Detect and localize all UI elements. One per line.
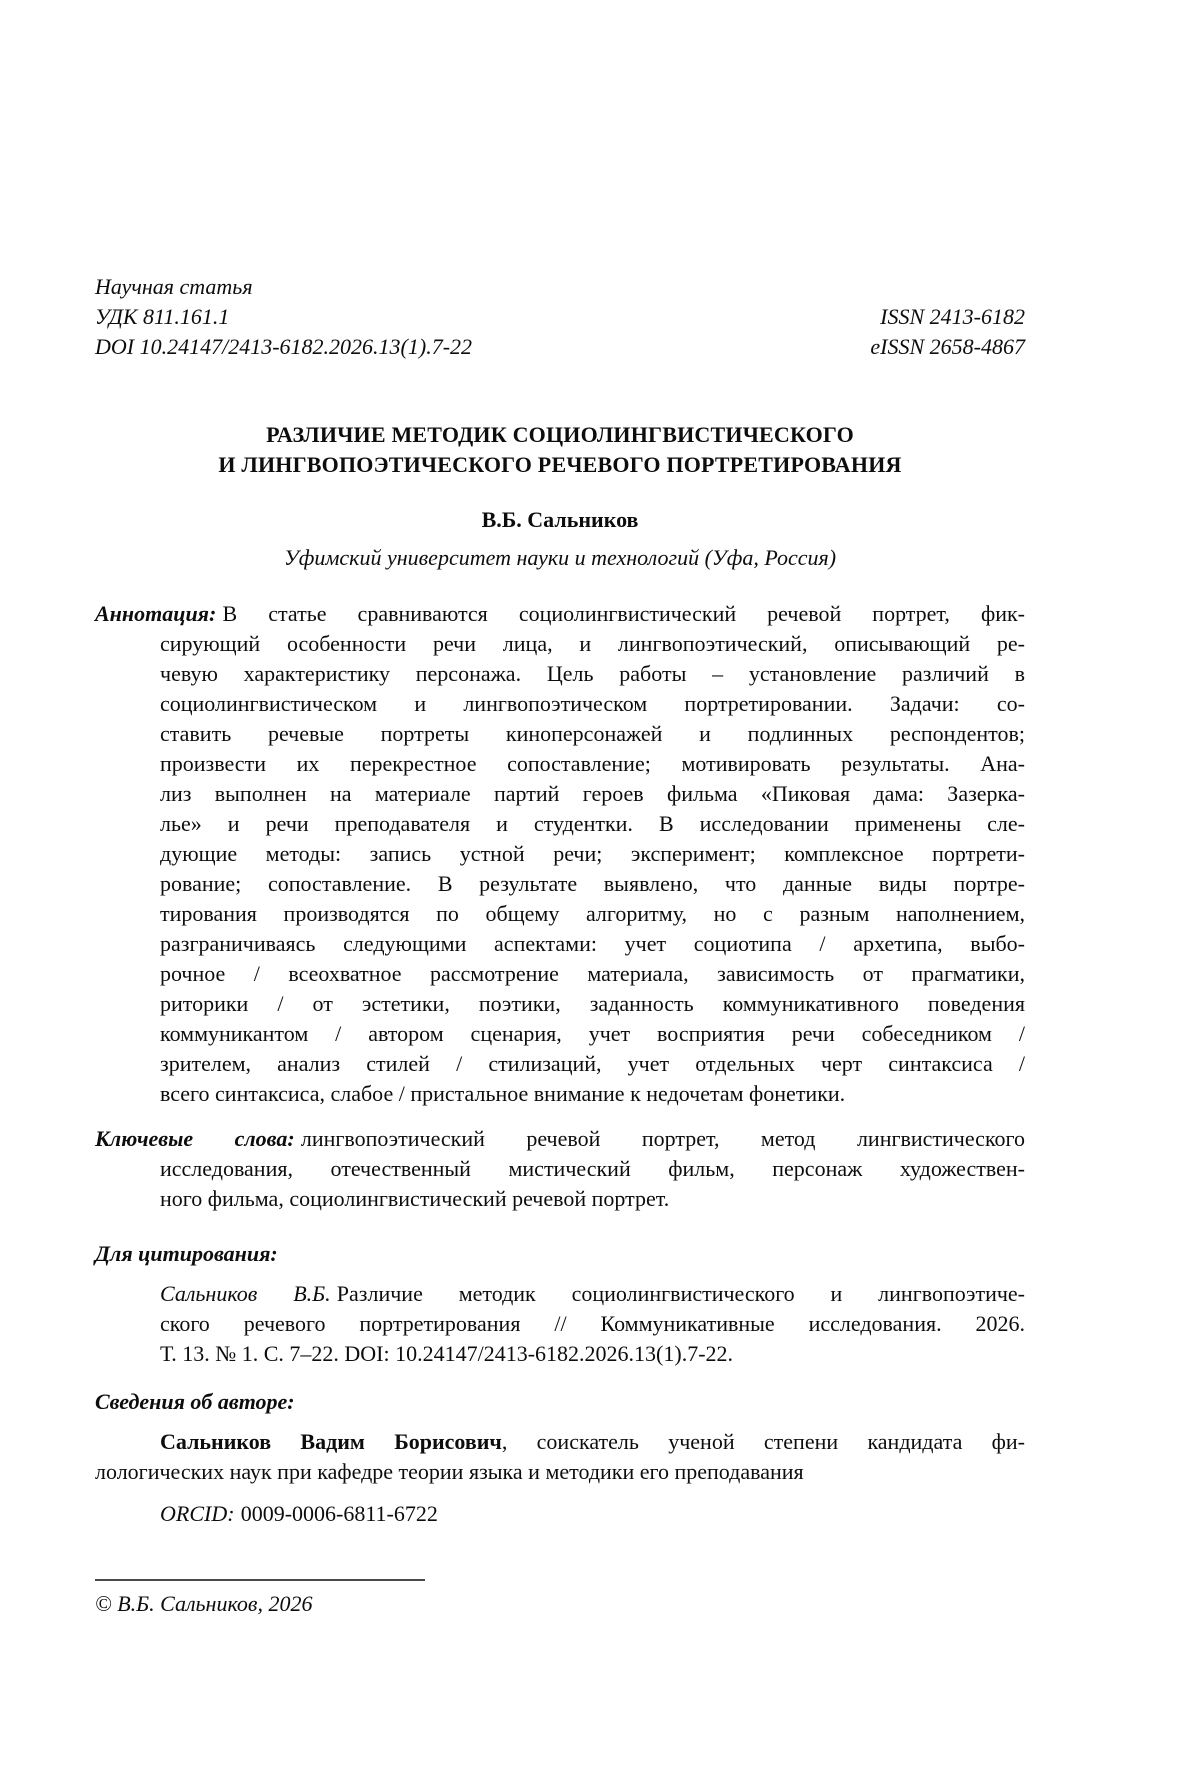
text-line: исследования, отечественный мистический фильм, персонаж художествен-: [160, 1156, 1025, 1181]
meta-row-article-type: [95, 272, 1025, 302]
orcid-label: ORCID:: [160, 1501, 235, 1526]
about-first-line-text: , соискатель ученой степени кандидата фи-: [501, 1429, 1025, 1454]
text-line: чевую характеристику персонажа. Цель работы – установление различий в: [160, 661, 1025, 686]
citation-first-line-text: Различие методик социолингвистического и лингвопоэтиче-: [336, 1281, 1025, 1306]
udc-label: УДК 811.161.1: [95, 304, 230, 329]
about-author-name-run: Сальников Вадим Борисович: [160, 1429, 502, 1454]
citation-heading: Для цитирования:: [95, 1241, 278, 1266]
meta-row-udc-issn: [95, 302, 1025, 332]
eissn-label: eISSN 2658-4867: [870, 334, 1025, 359]
article-title: [95, 420, 1025, 480]
text-line: дующие методы: запись устной речи; эксперимент; комплексное портрети-: [160, 841, 1025, 866]
footnote-rule: [95, 1579, 425, 1581]
orcid-value: 0009-0006-6811-6722: [240, 1501, 438, 1526]
text-line: ского речевого портретирования // Коммуникативные исследования. 2026.: [160, 1311, 1025, 1336]
text-line: разграничиваясь следующими аспектами: учет социотипа / архетипа, выбо-: [160, 931, 1025, 956]
keywords-first-line-text: лингвопоэтический речевой портрет, метод лингвистического: [300, 1126, 1025, 1151]
citation-author-run: Сальников В.Б.: [160, 1281, 331, 1306]
text-line: всего синтаксиса, слабое / пристальное внимание к недочетам фонетики.: [160, 1081, 846, 1106]
citation-continuation: [160, 1309, 1025, 1369]
text-line: лологических наук при кафедре теории языка и методики его преподавания: [95, 1459, 804, 1484]
text-line: сирующий особенности речи лица, и лингвопоэтический, описывающий ре-: [160, 631, 1025, 656]
citation-paragraph: [160, 1279, 1025, 1369]
meta-row-doi-eissn: [95, 332, 1025, 362]
text-line: ного фильма, социолингвистический речевой портрет.: [160, 1186, 670, 1211]
text-line: рочное / всеохватное рассмотрение материала, зависимость от прагматики,: [160, 961, 1025, 986]
orcid-line: [160, 1499, 1025, 1529]
text-line: социолингвистическом и лингвопоэтическом портретировании. Задачи: со-: [160, 691, 1025, 716]
about-author-heading: Сведения об авторе:: [95, 1389, 295, 1414]
text-line: зрителем, анализ стилей / стилизаций, учет отдельных черт синтаксиса /: [160, 1051, 1025, 1076]
author-affiliation: Уфимский университет науки и технологий (Уфа, Россия): [283, 545, 837, 570]
about-author-paragraph: [95, 1427, 1025, 1487]
text-line: коммуникантом / автором сценария, учет восприятия речи собеседником /: [160, 1021, 1025, 1046]
abstract-continuation: [160, 629, 1025, 1109]
author-name: В.Б. Сальников: [481, 507, 639, 532]
text-line: Т. 13. № 1. С. 7–22. DOI: 10.24147/2413-6182.2026.13(1).7-22.: [160, 1341, 734, 1366]
text-line: лье» и речи преподавателя и студентки. В исследовании применены сле-: [160, 811, 1025, 836]
abstract-label: Аннотация:: [95, 601, 217, 626]
text-line: произвести их перекрестное сопоставление; мотивировать результаты. Ана-: [160, 751, 1025, 776]
text-line: рование; сопоставление. В результате выявлено, что данные виды портре-: [160, 871, 1025, 896]
text-line: И ЛИНГВОПОЭТИЧЕСКОГО РЕЧЕВОГО ПОРТРЕТИРОВАНИЯ: [218, 452, 902, 477]
copyright-line: © В.Б. Сальников, 2026: [95, 1591, 313, 1616]
about-first-line: [95, 1427, 1025, 1457]
text-line: тирования производятся по общему алгоритму, но с разным наполнением,: [160, 901, 1025, 926]
abstract-first-line-text: В статье сравниваются социолингвистический речевой портрет, фик-: [222, 601, 1025, 626]
text-line: ставить речевые портреты киноперсонажей и подлинных респондентов;: [160, 721, 1025, 746]
text-line: РАЗЛИЧИЕ МЕТОДИК СОЦИОЛИНГВИСТИЧЕСКОГО: [266, 422, 854, 447]
keywords-paragraph: [95, 1124, 1025, 1214]
text-line: риторики / от эстетики, поэтики, заданность коммуникативного поведения: [160, 991, 1025, 1016]
text-line: лиз выполнен на материале партий героев фильма «Пиковая дама: Зазерка-: [160, 781, 1025, 806]
keywords-continuation: [160, 1154, 1025, 1214]
article-meta: [95, 272, 1025, 362]
abstract-first-line: [95, 599, 1025, 629]
about-continuation: [95, 1457, 1025, 1487]
article-type-label: Научная статья: [95, 274, 253, 299]
keywords-first-line: [95, 1124, 1025, 1154]
issn-label: ISSN 2413-6182: [880, 304, 1025, 329]
abstract-paragraph: [95, 599, 1025, 1109]
doi-label: DOI 10.24147/2413-6182.2026.13(1).7-22: [95, 334, 473, 359]
citation-first-line: [160, 1279, 1025, 1309]
keywords-label: Ключевые слова:: [95, 1126, 295, 1151]
page-content: [95, 272, 1025, 1619]
